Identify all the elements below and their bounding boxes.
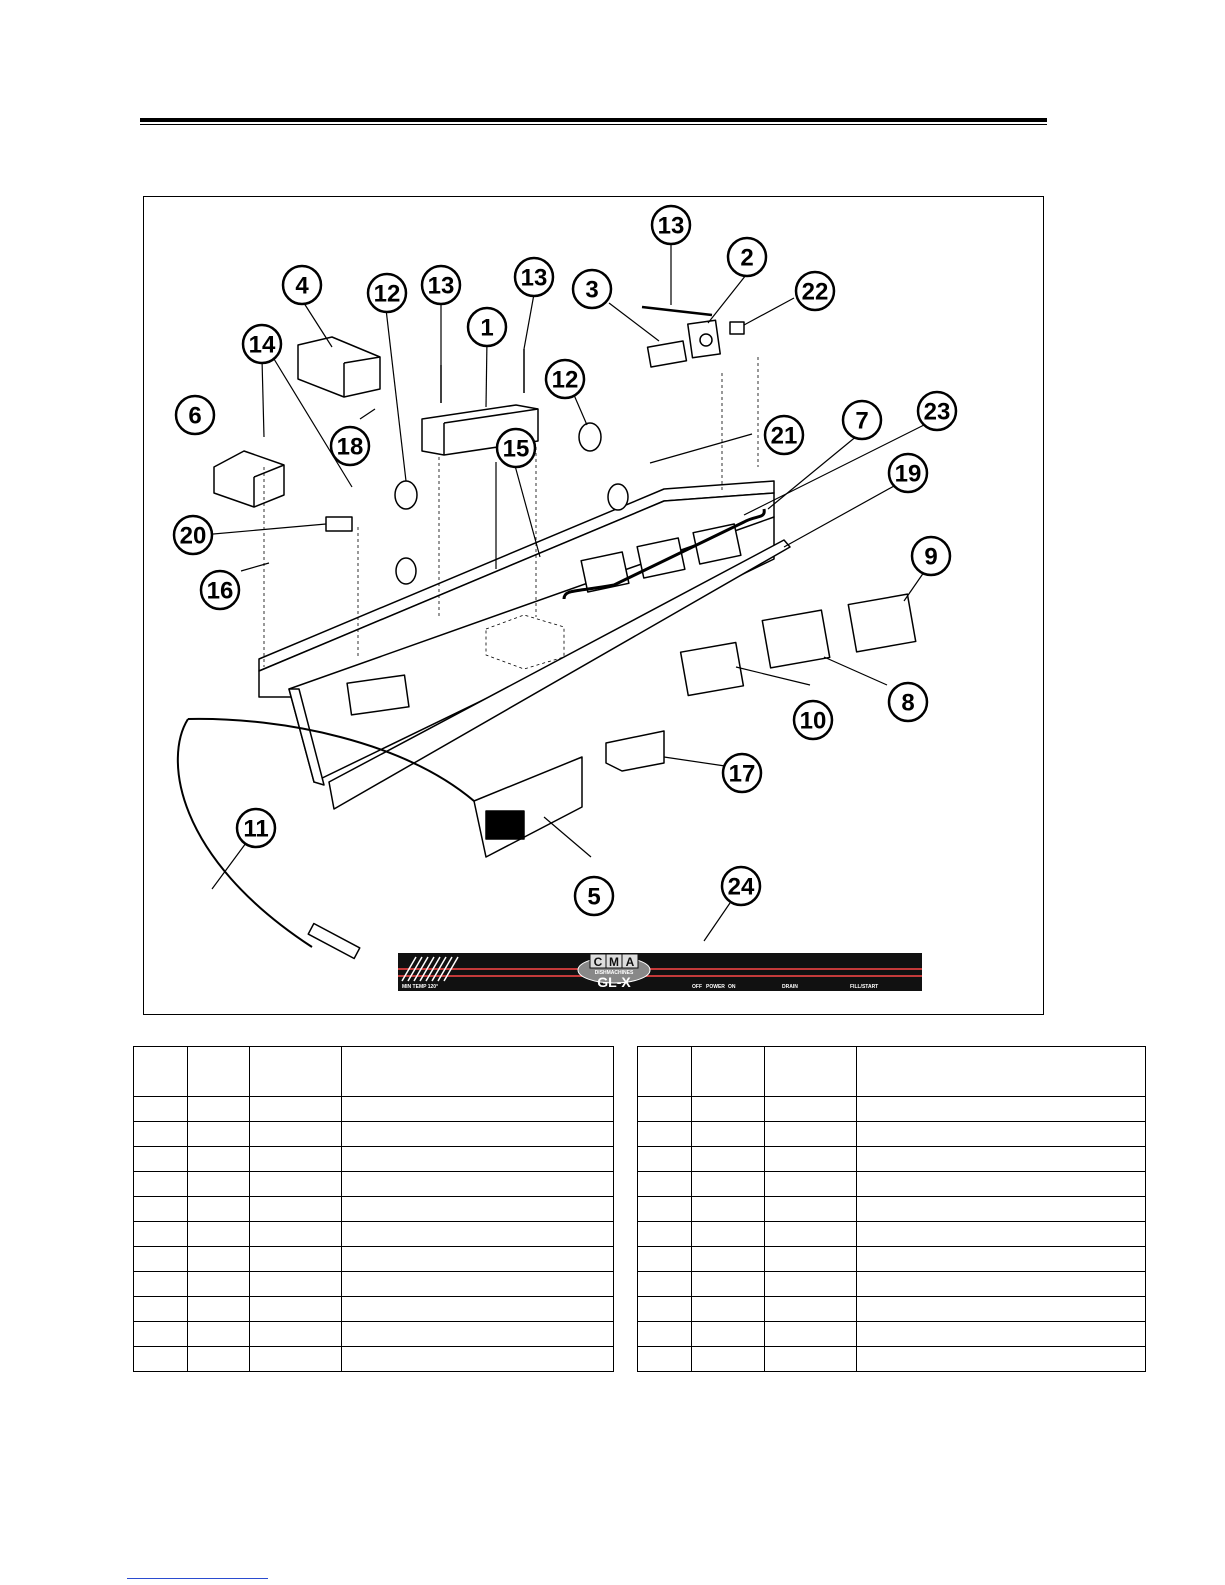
gl-x-nameplate <box>398 953 922 991</box>
label-fill-start: FILL/START <box>850 984 879 990</box>
table-cell <box>342 1047 614 1097</box>
table-row <box>638 1197 1146 1222</box>
table-cell <box>638 1297 692 1322</box>
parts-table-left <box>133 1046 614 1372</box>
table-cell <box>692 1247 765 1272</box>
table-row <box>638 1097 1146 1122</box>
table-row <box>638 1347 1146 1372</box>
svg-text:5: 5 <box>587 883 601 911</box>
callout-4 <box>283 266 321 304</box>
table-cell <box>250 1172 342 1197</box>
svg-text:12: 12 <box>551 366 579 394</box>
table-cell <box>857 1222 1146 1247</box>
logo-letter-a: A <box>625 955 635 969</box>
table-row <box>134 1197 614 1222</box>
table-cell <box>250 1097 342 1122</box>
table-cell <box>765 1247 857 1272</box>
table-cell <box>638 1122 692 1147</box>
callout-17 <box>723 754 761 792</box>
callout-13-right <box>515 258 553 296</box>
min-temp-label: MIN TEMP 120° <box>402 984 439 990</box>
table-header-row <box>134 1047 614 1097</box>
table-cell <box>638 1197 692 1222</box>
table-row <box>134 1222 614 1247</box>
callout-22 <box>796 272 834 310</box>
table-cell <box>857 1297 1146 1322</box>
table-cell <box>188 1197 250 1222</box>
label-power: POWER <box>706 984 725 990</box>
table-cell <box>134 1097 188 1122</box>
callout-7 <box>843 401 881 439</box>
table-cell <box>692 1047 765 1097</box>
table-cell <box>692 1147 765 1172</box>
table-cell <box>250 1347 342 1372</box>
header-rule <box>140 118 1047 122</box>
model-name: GL-X <box>597 974 631 990</box>
table-cell <box>250 1297 342 1322</box>
callout-12-right <box>546 360 584 398</box>
table-cell <box>250 1222 342 1247</box>
table-cell <box>692 1297 765 1322</box>
table-cell <box>342 1222 614 1247</box>
parts-table-right <box>637 1046 1146 1372</box>
table-cell <box>857 1122 1146 1147</box>
table-cell <box>134 1297 188 1322</box>
label-off: OFF <box>692 984 702 990</box>
table-cell <box>765 1097 857 1122</box>
rocker-switch-9 <box>848 594 915 652</box>
table-cell <box>134 1222 188 1247</box>
callout-18 <box>331 427 369 465</box>
callout-15 <box>497 429 535 467</box>
table-cell <box>765 1197 857 1222</box>
table-cell <box>342 1322 614 1347</box>
table-cell <box>638 1247 692 1272</box>
table-cell <box>188 1347 250 1372</box>
table-cell <box>342 1122 614 1147</box>
callout-13-top <box>652 206 690 244</box>
table-cell <box>250 1147 342 1172</box>
callout-3 <box>573 270 611 308</box>
callout-2 <box>728 238 766 276</box>
svg-text:3: 3 <box>585 276 599 304</box>
callout-16 <box>201 571 239 609</box>
callout-14 <box>243 325 281 363</box>
table-header-row <box>638 1047 1146 1097</box>
table-cell <box>188 1172 250 1197</box>
table-row <box>638 1297 1146 1322</box>
svg-text:24: 24 <box>727 873 755 901</box>
callout-5 <box>575 877 613 915</box>
table-cell <box>188 1322 250 1347</box>
table-cell <box>250 1272 342 1297</box>
table-row <box>134 1097 614 1122</box>
table-cell <box>134 1197 188 1222</box>
table-row <box>638 1122 1146 1147</box>
table-cell <box>857 1247 1146 1272</box>
table-cell <box>134 1347 188 1372</box>
rocker-switch-8 <box>762 610 829 668</box>
header-rule-thin <box>140 124 1047 125</box>
svg-text:6: 6 <box>188 402 202 430</box>
table-cell <box>342 1197 614 1222</box>
table-cell <box>188 1047 250 1097</box>
table-cell <box>692 1322 765 1347</box>
table-cell <box>250 1047 342 1097</box>
svg-text:23: 23 <box>923 398 951 426</box>
svg-text:12: 12 <box>373 280 401 308</box>
table-row <box>638 1222 1146 1247</box>
table-cell <box>638 1097 692 1122</box>
table-row <box>134 1122 614 1147</box>
table-row <box>638 1147 1146 1172</box>
table-cell <box>765 1222 857 1247</box>
table-row <box>134 1297 614 1322</box>
table-cell <box>188 1247 250 1272</box>
footer-link-underline[interactable] <box>127 1578 268 1579</box>
callout-1 <box>468 308 506 346</box>
callout-20 <box>174 516 212 554</box>
table-cell <box>342 1247 614 1272</box>
table-row <box>134 1172 614 1197</box>
table-row <box>638 1172 1146 1197</box>
svg-text:18: 18 <box>336 433 364 461</box>
table-cell <box>765 1272 857 1297</box>
callout-10 <box>794 701 832 739</box>
svg-text:15: 15 <box>502 435 530 463</box>
table-cell <box>188 1297 250 1322</box>
table-cell <box>134 1272 188 1297</box>
table-cell <box>342 1297 614 1322</box>
table-cell <box>638 1047 692 1097</box>
table-row <box>638 1322 1146 1347</box>
svg-text:1: 1 <box>480 314 494 342</box>
table-cell <box>638 1272 692 1297</box>
diagram-svg <box>144 197 1045 1016</box>
svg-text:16: 16 <box>206 577 234 605</box>
table-cell <box>692 1347 765 1372</box>
table-cell <box>765 1297 857 1322</box>
callout-19 <box>889 454 927 492</box>
table-cell <box>765 1172 857 1197</box>
table-row <box>134 1347 614 1372</box>
table-cell <box>188 1122 250 1147</box>
table-cell <box>134 1322 188 1347</box>
table-cell <box>857 1347 1146 1372</box>
table-cell <box>765 1122 857 1147</box>
callout-8 <box>889 683 927 721</box>
table-row <box>638 1272 1146 1297</box>
table-cell <box>857 1097 1146 1122</box>
table-row <box>134 1322 614 1347</box>
table-cell <box>342 1272 614 1297</box>
table-cell <box>638 1347 692 1372</box>
exploded-parts-diagram <box>143 196 1044 1015</box>
table-cell <box>250 1247 342 1272</box>
table-row <box>134 1272 614 1297</box>
table-cell <box>857 1272 1146 1297</box>
table-cell <box>134 1047 188 1097</box>
table-cell <box>638 1222 692 1247</box>
svg-text:2: 2 <box>740 244 754 272</box>
svg-text:7: 7 <box>855 407 869 435</box>
table-cell <box>638 1147 692 1172</box>
table-cell <box>342 1172 614 1197</box>
svg-text:21: 21 <box>770 422 798 450</box>
table-cell <box>638 1322 692 1347</box>
callout-21 <box>765 416 803 454</box>
table-row <box>134 1147 614 1172</box>
table-cell <box>342 1097 614 1122</box>
label-on: ON <box>728 984 736 990</box>
relay <box>298 337 380 397</box>
table-cell <box>692 1172 765 1197</box>
table-cell <box>188 1147 250 1172</box>
svg-text:19: 19 <box>894 460 922 488</box>
table-cell <box>188 1222 250 1247</box>
svg-text:4: 4 <box>295 272 309 300</box>
callout-13-left <box>422 266 460 304</box>
rocker-switch-10 <box>681 642 744 695</box>
table-cell <box>765 1322 857 1347</box>
temperature-display-board <box>474 757 582 857</box>
callout-9 <box>912 537 950 575</box>
table-cell <box>857 1197 1146 1222</box>
table-cell <box>638 1172 692 1197</box>
callout-23 <box>918 392 956 430</box>
table-cell <box>134 1247 188 1272</box>
table-cell <box>692 1122 765 1147</box>
table-cell <box>134 1147 188 1172</box>
svg-text:10: 10 <box>799 707 827 735</box>
table-cell <box>250 1122 342 1147</box>
callout-6 <box>176 396 214 434</box>
table-cell <box>857 1172 1146 1197</box>
svg-text:17: 17 <box>728 760 756 788</box>
table-cell <box>857 1147 1146 1172</box>
svg-text:22: 22 <box>801 278 829 306</box>
svg-text:20: 20 <box>179 522 207 550</box>
transformer <box>214 451 284 507</box>
svg-text:9: 9 <box>924 543 938 571</box>
callout-11 <box>237 809 275 847</box>
table-cell <box>188 1272 250 1297</box>
logo-letter-m: M <box>609 955 619 969</box>
logo-letter-c: C <box>593 955 603 969</box>
table-cell <box>857 1322 1146 1347</box>
svg-text:11: 11 <box>243 815 269 843</box>
table-cell <box>692 1197 765 1222</box>
table-cell <box>692 1222 765 1247</box>
table-cell <box>692 1097 765 1122</box>
svg-text:13: 13 <box>520 264 548 292</box>
callout-12-left <box>368 274 406 312</box>
label-drain: DRAIN <box>782 984 798 990</box>
table-cell <box>765 1147 857 1172</box>
svg-text:13: 13 <box>427 272 455 300</box>
table-row <box>134 1247 614 1272</box>
table-cell <box>188 1097 250 1122</box>
callout-24 <box>722 867 760 905</box>
logo-subtitle: DISHMACHINES <box>594 970 634 976</box>
table-cell <box>765 1047 857 1097</box>
svg-text:14: 14 <box>248 331 276 359</box>
table-cell <box>250 1322 342 1347</box>
table-cell <box>342 1347 614 1372</box>
svg-text:13: 13 <box>657 212 685 240</box>
table-row <box>638 1247 1146 1272</box>
svg-text:8: 8 <box>901 689 915 717</box>
table-cell <box>134 1172 188 1197</box>
table-cell <box>134 1122 188 1147</box>
table-cell <box>342 1147 614 1172</box>
table-cell <box>765 1347 857 1372</box>
table-cell <box>857 1047 1146 1097</box>
table-cell <box>250 1197 342 1222</box>
table-cell <box>692 1272 765 1297</box>
